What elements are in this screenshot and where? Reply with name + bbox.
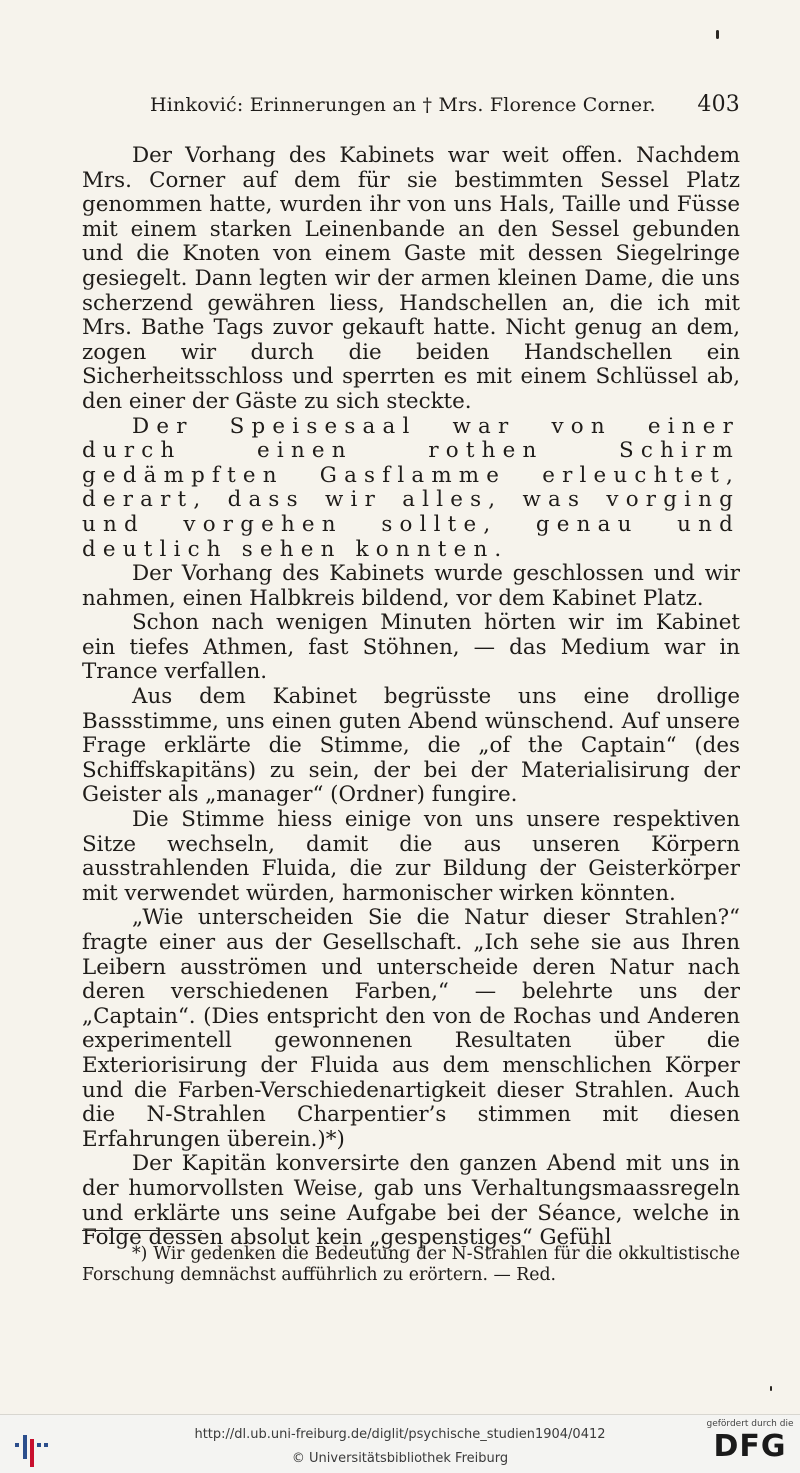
paragraph: Schon nach wenigen Minuten hörten wir im Kabinet ein tiefes Athmen, fast Stöhnen, — das Medium war in Trance verfallen. [82, 610, 740, 685]
running-title: Hinković: Erinnerungen an † Mrs. Florence Corner. [150, 94, 656, 116]
paragraph: Die Stimme hiess einige von uns unsere respektiven Sitze wechseln, damit die aus unseren Körpern ausstrahlenden Fluida, die zur Bildung der Geisterkörper mit verwendet würden, harmonischer wirken könnten. [82, 807, 740, 906]
paragraph: Der Kapitän konversirte den ganzen Abend mit uns in der humorvollsten Weise, gab uns Verhaltungsmaassregeln und erklärte uns seine Aufgabe bei der Séance, welche in Folge dessen absolut kein „gespenstiges“ Gefühl [82, 1151, 740, 1251]
sponsor-label: gefördert durch die [706, 1419, 794, 1429]
paragraph: „Wie unterscheiden Sie die Natur dieser Strahlen?“ fragte einer aus der Gesellschaft. „Ich sehe sie aus Ihren Leibern ausströmen und unterscheide deren Natur nach deren verschiedenen Farben,“ — belehrte uns der „Captain“. (Dies entspricht den von de Rochas und Anderen experimentell gewonnenen Resultaten über die Exteriorisirung der Fluida aus dem menschlichen Körper und die Farben-Verschiedenartigkeit dieser Strahlen. Auch die N-Strahlen Charpentier’s stimmen mit diesen Erfahrungen überein.)*) [82, 905, 740, 1152]
footnote [82, 1244, 740, 1286]
paragraph: Der Vorhang des Kabinets war weit offen. Nachdem Mrs. Corner auf dem für sie bestimmten Sessel Platz genommen hatte, wurden ihr von uns Hals, Taille und Füsse mit einem starken Leinenbande an den Sessel gebunden und die Knoten von einem Gaste mit dessen Siegelringe gesiegelt. Dann legten wir der armen kleinen Dame, die uns scherzend gewähren liess, Handschellen an, die ich mit Mrs. Bathe Tags zuvor gekauft hatte. Nicht genug an dem, zogen wir durch die beiden Handschellen ein Sicherheitsschloss und sperrten es mit einem Schlüssel ab, den einer der Gäste zu sich steckte. [82, 143, 740, 414]
footnote-rule [82, 1230, 202, 1231]
paragraph-spaced: Der Speisesaal war von einer durch einen rothen Schirm gedämpften Gasflamme erleuchtet, derart, dass wir alles, was vorging und vorgehen sollte, genau und deutlich sehen konnten. [82, 413, 740, 562]
paragraph: Aus dem Kabinet begrüsste uns eine drollige Bassstimme, uns einen guten Abend wünschend. Auf unsere Frage erklärte die Stimme, die „of the Captain“ (des Schiffskapitäns) zu sein, der bei der Materialisirung der Geister als „manager“ (Ordner) fungire. [82, 684, 740, 808]
permalink-url[interactable]: http://dl.ub.uni-freiburg.de/diglit/psychische_studien1904/0412 [194, 1427, 606, 1442]
body-text [82, 144, 740, 1251]
dfg-logo-icon[interactable] [706, 1419, 794, 1471]
page-header [150, 92, 740, 122]
scan-speck [716, 30, 719, 39]
scan-speck [770, 1386, 772, 1391]
paragraph: Der Vorhang des Kabinets wurde geschlossen und wir nahmen, einen Halbkreis bildend, vor dem Kabinet Platz. [82, 561, 740, 611]
copyright: © Universitätsbibliothek Freiburg [291, 1451, 509, 1466]
dfg-wordmark: DFG [713, 1429, 787, 1464]
footnote-text: *) Wir gedenken die Bedeutung der N-Strahlen für die okkultistische Forschung demnächst aufführlich zu erörtern. — Red. [82, 1244, 740, 1285]
viewer-footer [0, 1414, 800, 1473]
page-number: 403 [697, 92, 740, 117]
